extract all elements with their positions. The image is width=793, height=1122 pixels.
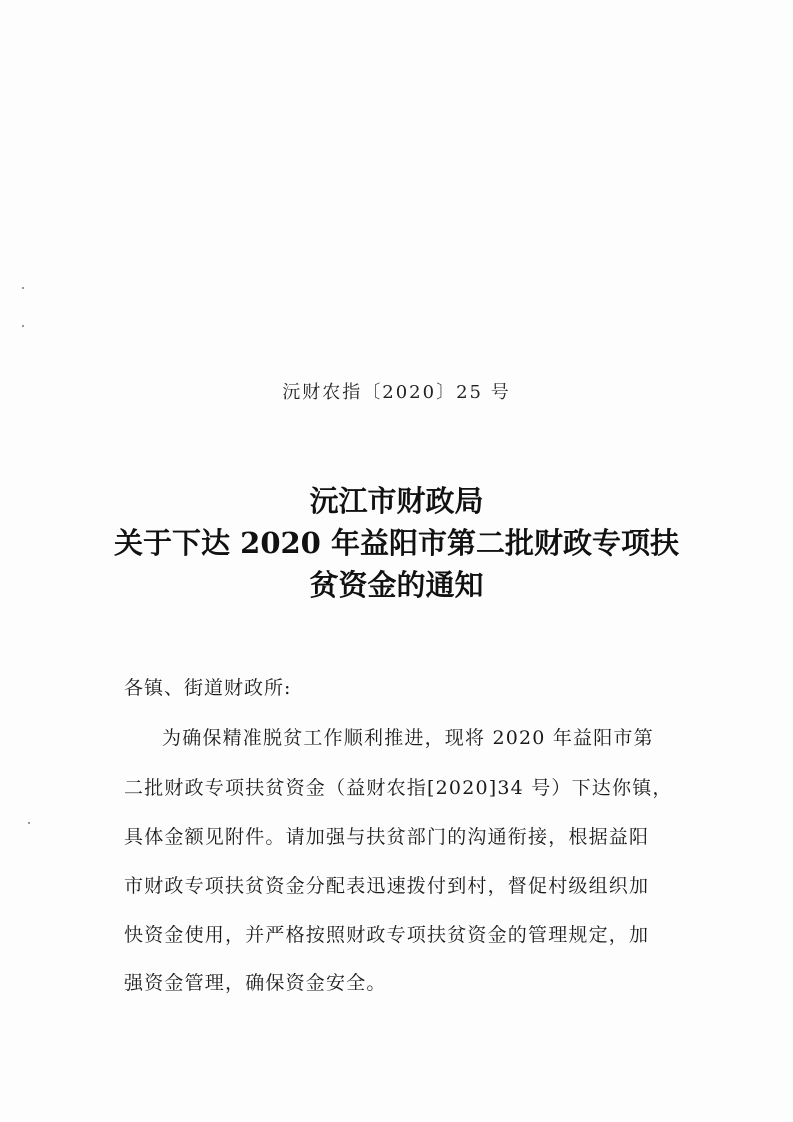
body-line: 快资金使用，并严格按照财政专项扶贫资金的管理规定，加 [124,924,650,946]
document-title [100,480,693,606]
scan-speck [22,287,24,289]
body-line: 强资金管理，确保资金安全。 [124,972,387,994]
body-line: 市财政专项扶贫资金分配表迅速拨付到村，督促村级组织加 [124,875,650,897]
scan-speck [28,822,30,824]
body-line: 二批财政专项扶贫资金（益财农指[2020]34 号）下达你镇， [124,777,673,799]
body-line: 为确保精准脱贫工作顺利推进，现将 2020 年益阳市第 [162,727,654,749]
title-line: 关于下达 2020 年益阳市第二批财政专项扶 [114,526,679,560]
title-line: 沅江市财政局 [309,484,484,518]
salutation: 各镇、街道财政所: [124,677,292,699]
scan-speck [22,325,24,327]
title-line: 贫资金的通知 [309,568,484,602]
body-line: 具体金额见附件。请加强与扶贫部门的沟通衔接，根据益阳 [124,826,650,848]
document-number: 沅财农指〔2020〕25 号 [282,382,511,403]
